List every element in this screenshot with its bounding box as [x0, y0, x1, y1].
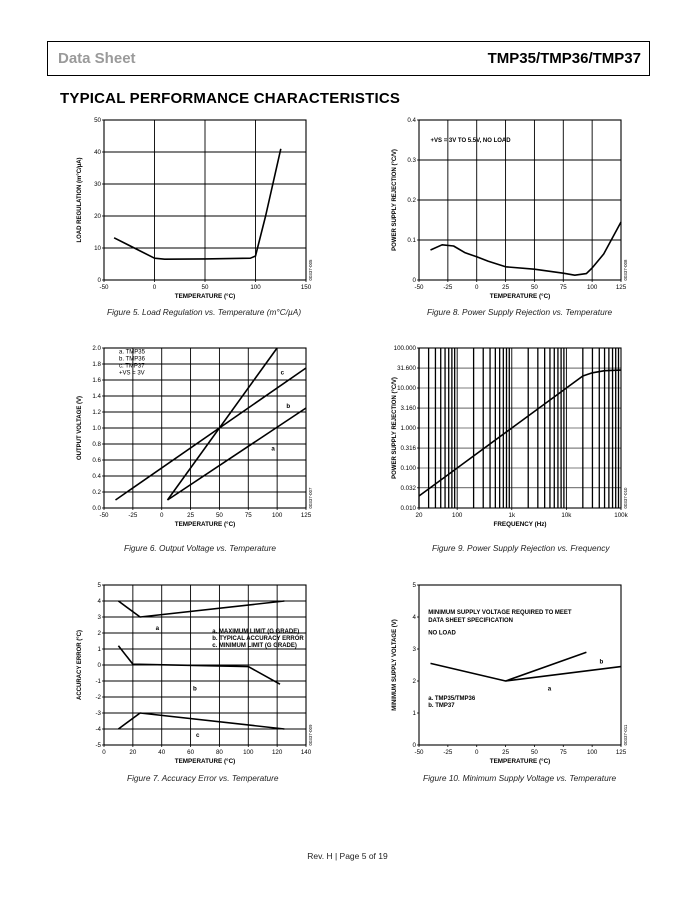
- y-tick-label: 0: [97, 662, 101, 670]
- y-tick-label: 0.010: [400, 505, 416, 513]
- y-axis-title: MINIMUM SUPPLY VOLTAGE (V): [392, 619, 398, 711]
- x-tick-label: 75: [559, 284, 567, 291]
- y-tick-label: 0.2: [92, 489, 101, 497]
- figure-code: 00337-011: [623, 724, 628, 746]
- x-tick-label: 20: [129, 749, 137, 756]
- y-tick-label: 1.0: [92, 425, 101, 433]
- series-line-a: [168, 408, 307, 500]
- page-header: [47, 41, 650, 76]
- y-tick-label: 30: [94, 181, 101, 189]
- x-tick-label: 0: [102, 749, 106, 756]
- legend-entry: c. TMP37: [119, 363, 145, 370]
- curve-label: c: [280, 369, 285, 377]
- x-tick-label: -25: [443, 284, 453, 291]
- y-tick-label: 1.2: [92, 409, 101, 417]
- y-tick-label: 0: [412, 742, 416, 750]
- header-right: TMP35/TMP36/TMP37: [487, 50, 641, 67]
- x-tick-label: -50: [99, 512, 109, 519]
- y-tick-label: 0: [412, 277, 416, 285]
- figure-code: 00337-007: [308, 487, 313, 509]
- y-tick-label: 0.3: [407, 157, 416, 165]
- x-tick-label: 100: [586, 749, 598, 756]
- y-tick-label: 0.4: [92, 473, 101, 481]
- x-tick-label: 50: [215, 512, 223, 519]
- x-tick-label: 100k: [614, 512, 628, 519]
- x-axis-title: TEMPERATURE (°C): [174, 758, 236, 765]
- y-axis-title: OUTPUT VOLTAGE (V): [77, 395, 83, 461]
- y-tick-label: 4: [97, 598, 101, 606]
- y-tick-label: 2.0: [92, 345, 101, 353]
- y-tick-label: 0.032: [400, 484, 416, 492]
- y-tick-label: -1: [95, 678, 101, 686]
- x-tick-label: 125: [615, 284, 627, 291]
- y-tick-label: 0.2: [407, 197, 416, 205]
- x-tick-label: 25: [502, 284, 510, 291]
- x-tick-label: 100: [586, 284, 598, 291]
- y-tick-label: 50: [94, 117, 101, 125]
- x-tick-label: 0: [474, 749, 479, 756]
- x-tick-label: -50: [99, 284, 109, 291]
- legend-entry: a. TMP35: [119, 349, 145, 356]
- y-tick-label: 3: [412, 646, 416, 654]
- x-tick-label: -25: [443, 749, 453, 756]
- x-tick-label: 0: [474, 284, 479, 291]
- y-tick-label: -5: [95, 742, 101, 750]
- y-tick-label: 31.600: [397, 365, 416, 373]
- y-axis-title: LOAD REGULATION (m°C/µA): [77, 157, 83, 243]
- y-tick-label: -4: [95, 726, 101, 734]
- legend-entry: c. MINIMUM LIMIT (G GRADE): [212, 643, 297, 649]
- x-tick-label: 75: [559, 749, 567, 756]
- legend-entry: a. MAXIMUM LIMIT (G GRADE): [212, 629, 300, 635]
- y-tick-label: 100.000: [393, 345, 416, 353]
- x-tick-label: 0: [152, 284, 157, 291]
- y-tick-label: 2: [412, 678, 416, 686]
- y-axis-title: POWER SUPPLY REJECTION (°C/V): [392, 377, 398, 479]
- x-axis-title: TEMPERATURE (°C): [489, 758, 551, 765]
- page-footer: Rev. H | Page 5 of 19: [307, 851, 388, 861]
- x-axis-title: FREQUENCY (Hz): [493, 521, 547, 528]
- caption-fig10: Figure 10. Minimum Supply Voltage vs. Temperature: [423, 773, 617, 783]
- figure-code: 00337-010: [623, 487, 628, 509]
- legend-entry: b. TYPICAL ACCURACY ERROR: [212, 636, 304, 642]
- y-tick-label: 3: [97, 614, 101, 622]
- series-line-a: [431, 663, 622, 681]
- y-tick-label: 20: [94, 213, 101, 221]
- legend-entry: +VS = 3V: [119, 370, 145, 377]
- y-tick-label: 1: [412, 710, 416, 718]
- x-tick-label: 100: [271, 512, 283, 519]
- y-tick-label: 10: [94, 245, 101, 253]
- y-tick-label: 10.000: [397, 385, 416, 393]
- curve-label: b: [193, 685, 197, 693]
- y-tick-label: 5: [412, 582, 416, 590]
- series-line-a: [118, 601, 284, 617]
- annotation: NO LOAD: [428, 630, 456, 637]
- x-tick-label: 125: [615, 749, 627, 756]
- y-tick-label: -2: [95, 694, 101, 702]
- chart-fig8: [385, 112, 650, 307]
- y-tick-label: 0.4: [407, 117, 416, 125]
- legend-entry: b. TMP36: [119, 356, 145, 363]
- caption-fig8: Figure 8. Power Supply Rejection vs. Temperature: [427, 307, 613, 317]
- y-axis-title: ACCURACY ERROR (°C): [77, 630, 83, 700]
- y-tick-label: 0.316: [400, 445, 416, 453]
- x-tick-label: 80: [215, 749, 223, 756]
- x-tick-label: -25: [128, 512, 138, 519]
- y-tick-label: 0.1: [407, 237, 416, 245]
- x-tick-label: 40: [158, 749, 166, 756]
- figure-code: 00337-009: [308, 724, 313, 746]
- curve-label: a: [271, 445, 275, 453]
- y-tick-label: 2: [97, 630, 101, 638]
- y-tick-label: 1.6: [92, 377, 101, 385]
- annotation: MINIMUM SUPPLY VOLTAGE REQUIRED TO MEET: [428, 609, 572, 616]
- chart-fig10: [385, 577, 650, 772]
- curve-label: b: [599, 658, 604, 666]
- x-tick-label: 0: [159, 512, 164, 519]
- curve-label: b: [286, 403, 291, 410]
- y-tick-label: 1: [97, 646, 101, 654]
- x-axis-title: TEMPERATURE (°C): [174, 521, 236, 528]
- header-left: Data Sheet: [58, 50, 136, 67]
- x-tick-label: 100: [250, 284, 261, 291]
- y-tick-label: 5: [97, 582, 101, 590]
- y-tick-label: 0: [97, 277, 101, 285]
- x-tick-label: 50: [530, 284, 538, 291]
- x-tick-label: -50: [414, 749, 424, 756]
- x-tick-label: -50: [414, 284, 424, 291]
- curve-label: a: [547, 685, 552, 693]
- y-tick-label: 0.8: [92, 441, 101, 449]
- x-tick-label: 60: [187, 749, 195, 756]
- y-tick-label: 1.8: [92, 361, 101, 369]
- curve-label: c: [196, 732, 200, 739]
- section-title: TYPICAL PERFORMANCE CHARACTERISTICS: [60, 90, 401, 107]
- chart-fig6: [70, 340, 330, 535]
- y-tick-label: -3: [95, 710, 101, 718]
- legend-entry: b. TMP37: [428, 703, 455, 710]
- y-axis-title: POWER SUPPLY REJECTION (°C/V): [392, 149, 398, 251]
- series-line-c: [168, 348, 278, 500]
- x-tick-label: 50: [530, 749, 538, 756]
- chart-fig5: [70, 112, 330, 307]
- x-tick-label: 25: [187, 512, 195, 519]
- y-tick-label: 1.4: [92, 393, 101, 401]
- curve-label: a: [155, 624, 160, 632]
- x-tick-label: 20: [415, 512, 423, 519]
- legend-entry: a. TMP35/TMP36: [428, 696, 476, 703]
- x-tick-label: 150: [300, 284, 312, 291]
- x-tick-label: 100: [452, 512, 463, 519]
- y-tick-label: 4: [412, 614, 416, 622]
- x-tick-label: 100: [243, 749, 254, 756]
- y-tick-label: 0.6: [92, 457, 101, 465]
- chart-fig7: [70, 577, 330, 772]
- x-axis-title: TEMPERATURE (°C): [174, 293, 236, 300]
- x-tick-label: 120: [271, 749, 283, 756]
- caption-fig6: Figure 6. Output Voltage vs. Temperature: [124, 543, 277, 553]
- y-tick-label: 0.0: [92, 505, 101, 513]
- series-line-c: [118, 713, 284, 729]
- y-tick-label: 40: [94, 149, 101, 157]
- x-tick-label: 125: [300, 512, 312, 519]
- x-tick-label: 10k: [561, 512, 572, 519]
- y-tick-label: 1.000: [400, 425, 416, 433]
- x-axis-title: TEMPERATURE (°C): [489, 293, 551, 300]
- x-tick-label: 25: [502, 749, 510, 756]
- figure-code: 00337-008: [623, 259, 628, 281]
- y-tick-label: 0.100: [400, 465, 416, 473]
- figure-code: 00337-005: [308, 259, 313, 281]
- annotation: +VS = 3V TO 5.5V, NO LOAD: [430, 138, 511, 144]
- x-tick-label: 50: [201, 284, 209, 291]
- x-tick-label: 75: [244, 512, 252, 519]
- y-tick-label: 3.160: [400, 405, 416, 413]
- x-tick-label: 140: [300, 749, 312, 756]
- caption-fig9: Figure 9. Power Supply Rejection vs. Frequency: [432, 543, 610, 553]
- x-tick-label: 1k: [508, 512, 516, 519]
- chart-fig9: [385, 340, 650, 535]
- caption-fig5: Figure 5. Load Regulation vs. Temperature (m°C/µA): [107, 307, 302, 317]
- caption-fig7: Figure 7. Accuracy Error vs. Temperature: [127, 773, 279, 783]
- annotation: DATA SHEET SPECIFICATION: [428, 617, 514, 624]
